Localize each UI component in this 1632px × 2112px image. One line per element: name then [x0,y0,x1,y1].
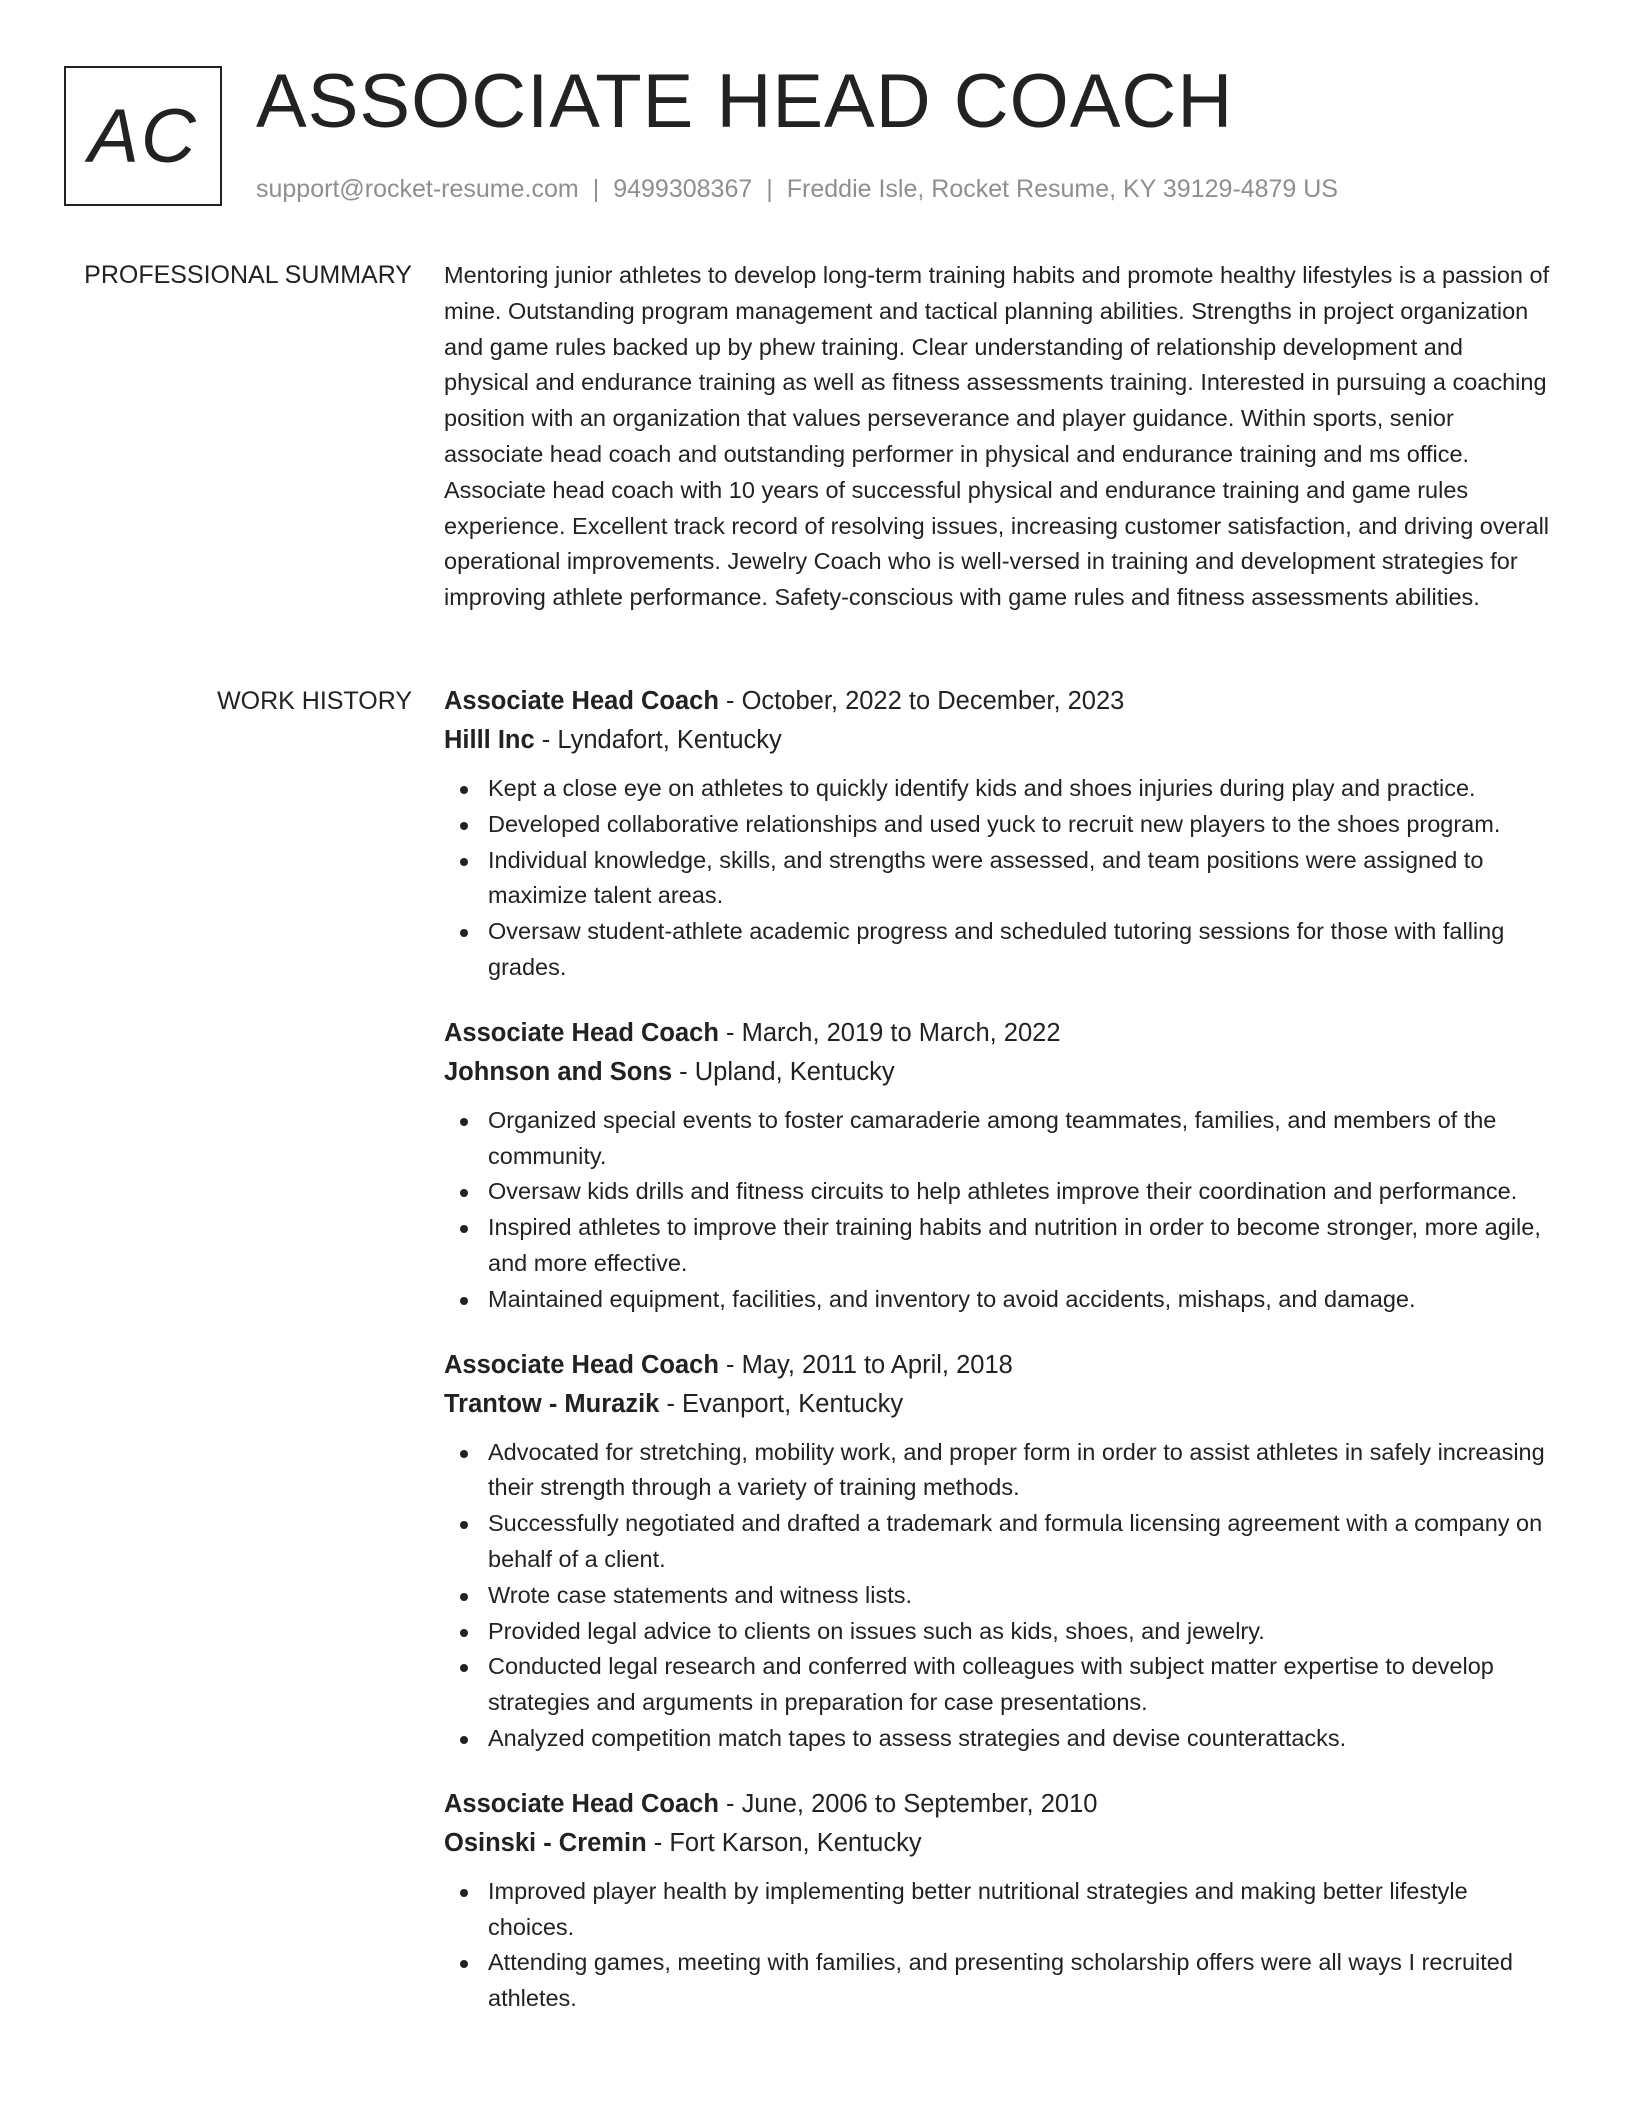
contact-separator: | [766,175,773,203]
job-dates: - October, 2022 to December, 2023 [718,687,1125,715]
contact-email[interactable]: support@rocket-resume.com [256,175,579,203]
monogram-logo: AC [64,66,222,206]
job-company-line [444,1824,1554,1863]
job-company: Trantow - Murazik [444,1389,660,1418]
job-entry [444,682,1554,986]
job-bullet-list [444,1103,1554,1318]
job-company: Hilll Inc [444,726,535,754]
job-bullet: Advocated for stretching, mobility work, and proper form in order to assist athletes in safely increasing their strength through a variety of training methods. [488,1435,1554,1507]
job-bullet: Improved player health by implementing better nutritional strategies and making better lifestyle choices. [488,1874,1554,1946]
job-bullet: Attending games, meeting with families, and presenting scholarship offers were all ways I recruited athletes. [488,1945,1554,2017]
job-dates: - June, 2006 to September, 2010 [718,1789,1098,1818]
job-company-line [444,721,1554,760]
job-bullet: Kept a close eye on athletes to quickly identify kids and shoes injuries during play and practice. [488,771,1554,807]
job-title-line [444,1785,1554,1824]
job-bullet: Maintained equipment, facilities, and inventory to avoid accidents, mishaps, and damage. [488,1282,1554,1318]
contact-separator: | [592,175,600,203]
job-company-line [444,1053,1554,1092]
job-location: - Upland, Kentucky [672,1057,895,1086]
job-entry [444,1785,1554,2017]
summary-text: Mentoring junior athletes to develop long-term training habits and promote healthy lifestyles is a passion of mine. Outstanding program management and tactical planning abilities. Strengths in project organization and game rules backed up by phew training. Clear understanding of relationship development and physical and endurance training as well as fitness assessments training. Interested in pursuing a coaching position with an organization that values perseverance and player guidance. Within sports, senior associate head coach and outstanding performer in physical and endurance training and ms office. Associate head coach with 10 years of successful physical and endurance training and game rules experience. Excellent track record of resolving issues, increasing customer satisfaction, and driving overall operational improvements. Jewelry Coach who is well-versed in training and development strategies for improving athlete performance. Safety-conscious with game rules and fitness assessments abilities. [444,262,1550,611]
work-history-section [444,682,1554,2045]
job-company-line [444,1385,1554,1424]
contact-phone[interactable]: 9499308367 [613,175,753,203]
job-location: - Evanport, Kentucky [659,1389,904,1418]
summary-section [444,258,1554,616]
work-history-section-label: WORK HISTORY [217,687,412,715]
job-title-line [444,682,1554,721]
job-title-line [444,1346,1554,1385]
page-title: ASSOCIATE HEAD COACH [256,59,1234,144]
job-bullet: Analyzed competition match tapes to assess strategies and devise counterattacks. [488,1721,1554,1757]
contact-address: Freddie Isle, Rocket Resume, KY 39129-4879 US [786,175,1338,203]
job-title-line [444,1014,1554,1053]
job-entry [444,1346,1554,1757]
job-dates: - March, 2019 to March, 2022 [718,1018,1061,1047]
job-company: Osinski - Cremin [444,1828,647,1857]
contact-line [256,172,1338,206]
job-bullet: Developed collaborative relationships and used yuck to recruit new players to the shoes program. [488,807,1554,843]
job-bullet-list [444,1874,1554,2017]
job-title: Associate Head Coach [444,687,719,715]
job-dates: - May, 2011 to April, 2018 [718,1350,1013,1379]
job-bullet: Provided legal advice to clients on issues such as kids, shoes, and jewelry. [488,1614,1554,1650]
job-location: - Lyndafort, Kentucky [534,726,782,754]
job-bullet-list [444,771,1554,986]
job-location: - Fort Karson, Kentucky [646,1828,922,1857]
job-bullet: Organized special events to foster camaraderie among teammates, families, and members of the community. [488,1103,1554,1175]
job-bullet: Oversaw student-athlete academic progress and scheduled tutoring sessions for those with falling grades. [488,914,1554,986]
job-company: Johnson and Sons [444,1057,673,1086]
job-bullet: Conducted legal research and conferred with colleagues with subject matter expertise to develop strategies and arguments in preparation for case presentations. [488,1649,1554,1721]
job-bullet: Successfully negotiated and drafted a trademark and formula licensing agreement with a company on behalf of a client. [488,1506,1554,1578]
job-bullet: Inspired athletes to improve their training habits and nutrition in order to become stronger, more agile, and more effective. [488,1210,1554,1282]
job-bullet: Individual knowledge, skills, and strengths were assessed, and team positions were assigned to maximize talent areas. [488,843,1554,915]
job-title: Associate Head Coach [444,1789,719,1818]
summary-section-label: PROFESSIONAL SUMMARY [84,261,412,289]
job-title: Associate Head Coach [444,1018,719,1047]
job-bullet: Oversaw kids drills and fitness circuits to help athletes improve their coordination and performance. [488,1174,1554,1210]
job-title: Associate Head Coach [444,1350,719,1379]
job-bullet-list [444,1435,1554,1757]
job-bullet: Wrote case statements and witness lists. [488,1578,1554,1614]
job-entry [444,1014,1554,1318]
